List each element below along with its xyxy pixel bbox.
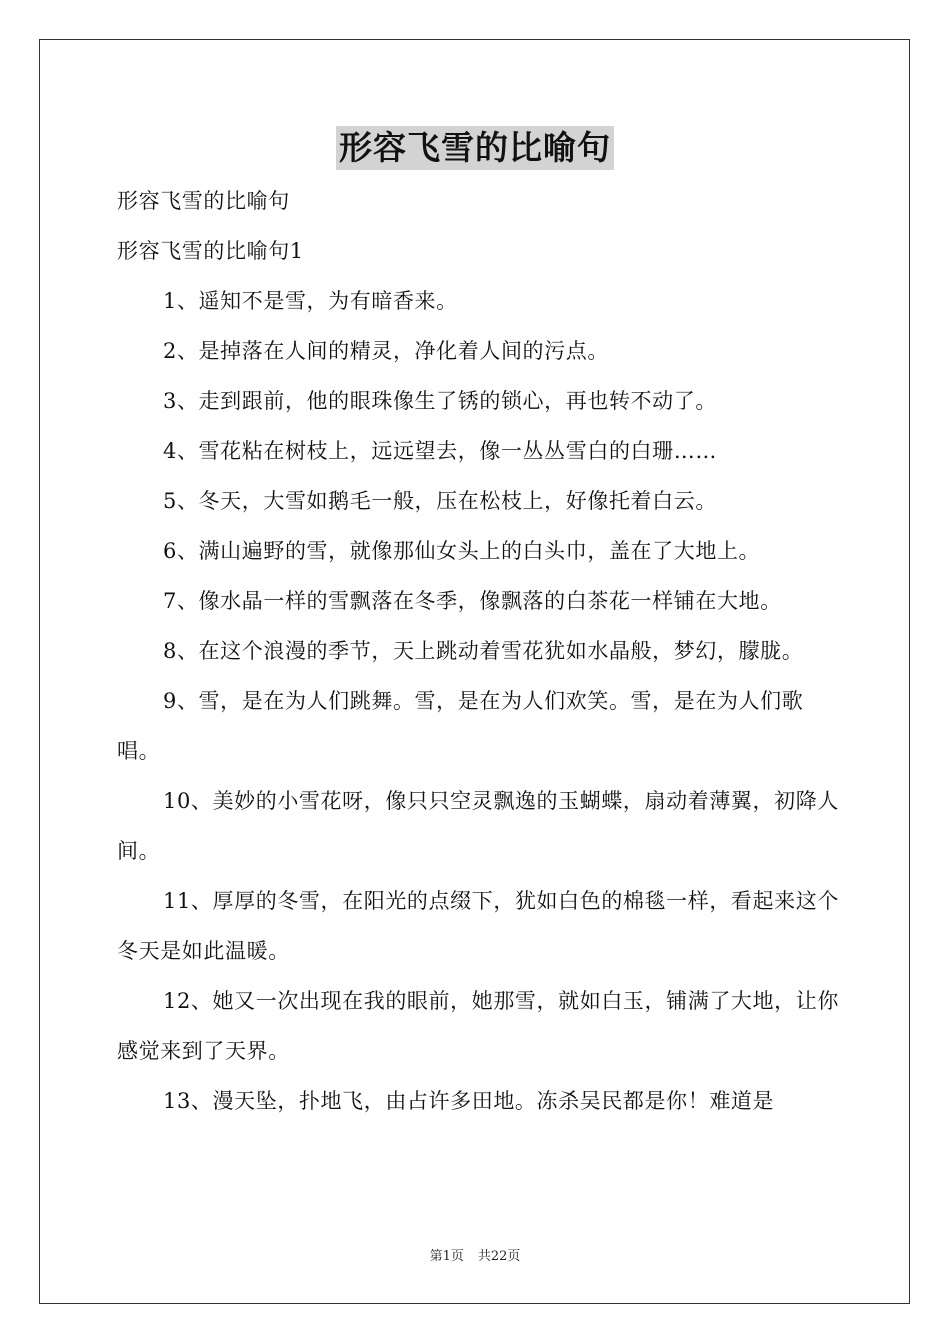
list-item: 11、厚厚的冬雪，在阳光的点缀下，犹如白色的棉毯一样，看起来这个冬天是如此温暖。 bbox=[117, 889, 839, 963]
page-total: 共22页 bbox=[477, 1249, 521, 1264]
list-item: 10、美妙的小雪花呀，像只只空灵飘逸的玉蝴蝶，扇动着薄翼，初降人间。 bbox=[117, 789, 839, 863]
page-footer bbox=[0, 1247, 950, 1267]
list-item: 9、雪，是在为人们跳舞。雪，是在为人们欢笑。雪，是在为人们歌唱。 bbox=[117, 689, 804, 763]
list-item: 2、是掉落在人间的精灵，净化着人间的污点。 bbox=[163, 339, 609, 363]
list-item: 1、遥知不是雪，为有暗香来。 bbox=[163, 289, 458, 313]
list-item: 12、她又一次出现在我的眼前，她那雪，就如白玉，铺满了大地，让你感觉来到了天界。 bbox=[117, 989, 839, 1063]
subtitle-line: 形容飞雪的比喻句 bbox=[117, 189, 290, 213]
list-item: 3、走到跟前，他的眼珠像生了锈的锁心，再也转不动了。 bbox=[163, 389, 717, 413]
list-item: 4、雪花粘在树枝上，远远望去，像一丛丛雪白的白珊…… bbox=[163, 439, 717, 463]
list-item: 13、漫天坠，扑地飞，由占许多田地。冻杀吴民都是你！难道是 bbox=[163, 1089, 775, 1113]
page-number: 第1页 bbox=[429, 1249, 464, 1264]
title-container bbox=[0, 126, 950, 170]
document-title: 形容飞雪的比喻句 bbox=[336, 126, 614, 170]
section-heading: 形容飞雪的比喻句1 bbox=[117, 239, 304, 263]
list-item: 5、冬天，大雪如鹅毛一般，压在松枝上，好像托着白云。 bbox=[163, 489, 717, 513]
document-body bbox=[117, 176, 839, 1126]
list-item: 7、像水晶一样的雪飘落在冬季，像飘落的白茶花一样铺在大地。 bbox=[163, 589, 782, 613]
list-item: 8、在这个浪漫的季节，天上跳动着雪花犹如水晶般，梦幻，朦胧。 bbox=[163, 639, 804, 663]
list-item: 6、满山遍野的雪，就像那仙女头上的白头巾，盖在了大地上。 bbox=[163, 539, 761, 563]
